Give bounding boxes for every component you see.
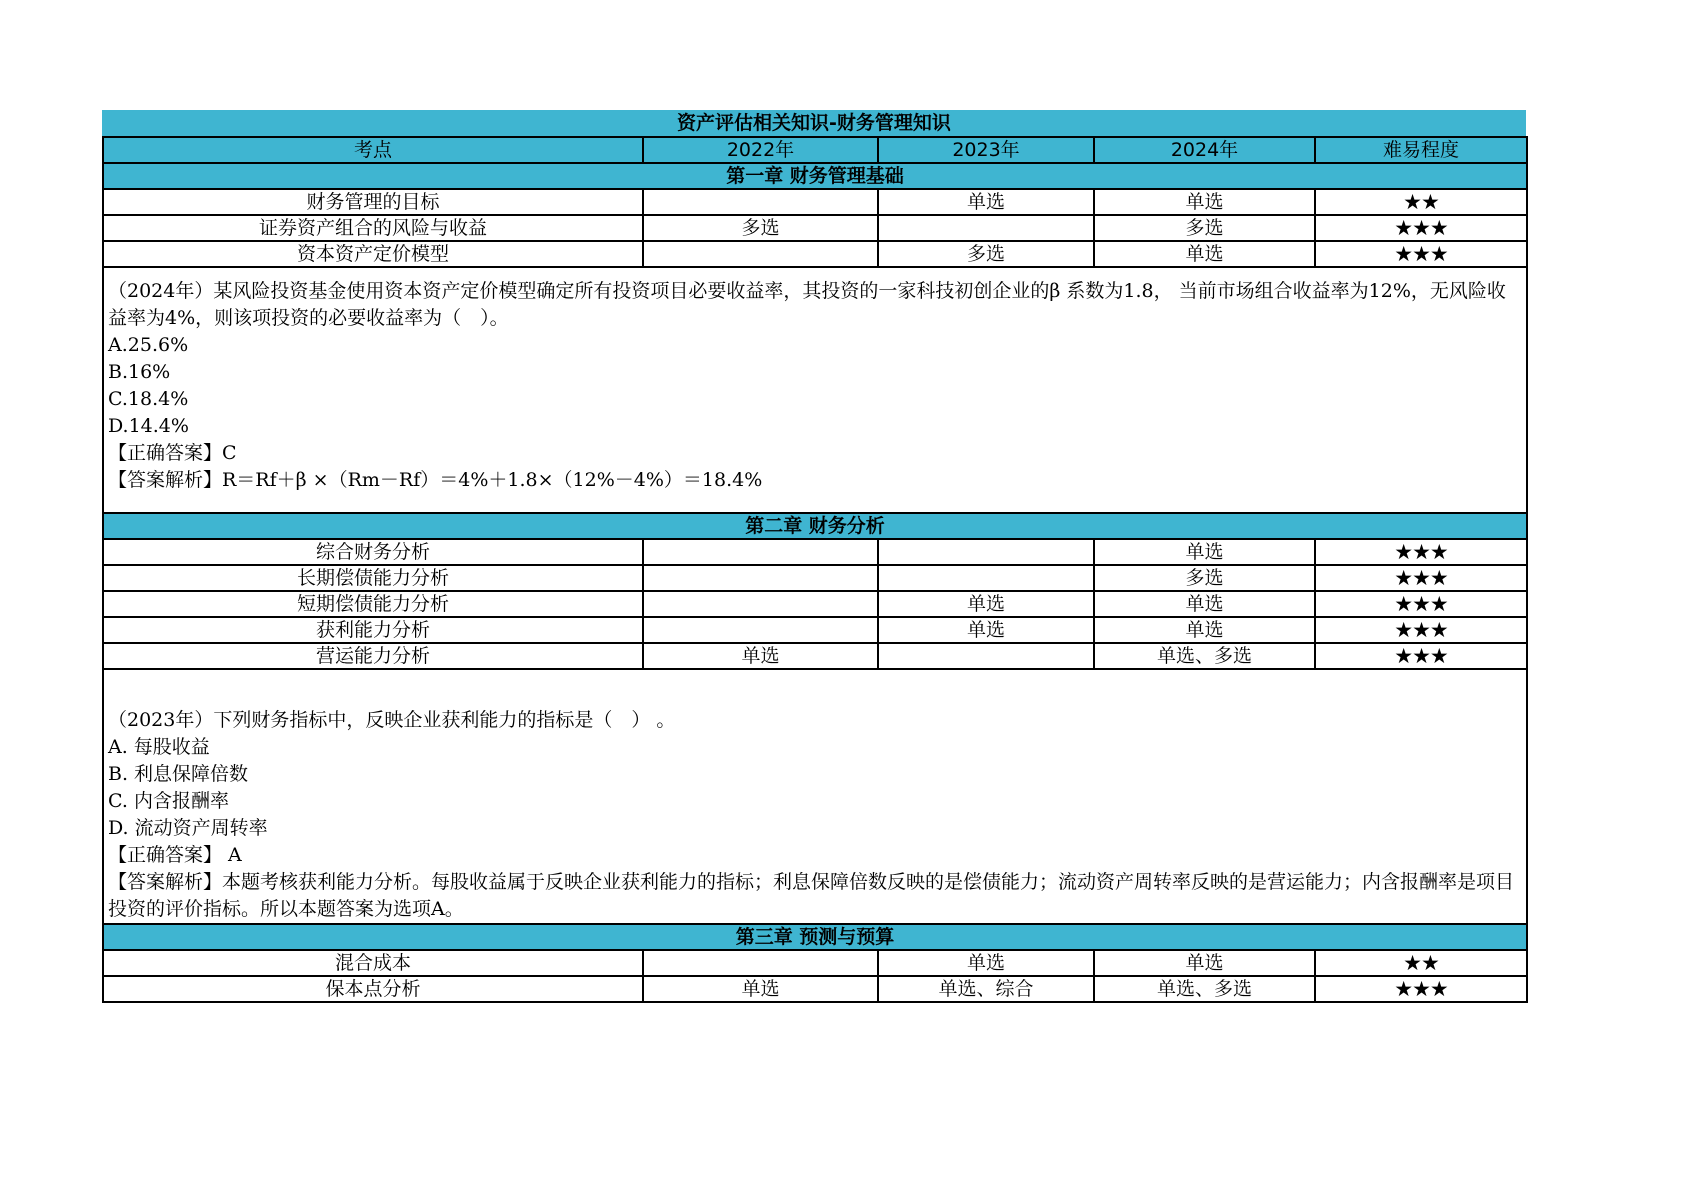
table-row <box>103 643 1527 669</box>
example-line: C. 内含报酬率 <box>108 790 229 812</box>
difficulty-cell: ★★★ <box>1315 643 1527 669</box>
year-2022-cell <box>643 950 878 976</box>
example-line: 【答案解析】本题考核获利能力分析。每股收益属于反映企业获利能力的指标；利息保障倍数反映的是偿债能力；流动资产周转率反映的是营运能力；内含报酬率是项目投资的评价指标。所以本题答案为选项A。 <box>108 871 1515 920</box>
header-topic: 考点 <box>103 137 643 163</box>
table-row <box>103 976 1527 1002</box>
topic-cell: 短期偿债能力分析 <box>103 591 643 617</box>
year-2023-cell: 单选 <box>878 617 1094 643</box>
table-row <box>103 565 1527 591</box>
chapter-title: 第三章 预测与预算 <box>103 924 1527 950</box>
chapter-row <box>103 924 1527 950</box>
chapter-title: 第二章 财务分析 <box>103 513 1527 539</box>
table-row <box>103 189 1527 215</box>
year-2023-cell <box>878 539 1094 565</box>
example-line: B. 利息保障倍数 <box>108 763 249 785</box>
year-2023-cell: 多选 <box>878 241 1094 267</box>
year-2022-cell: 多选 <box>643 215 878 241</box>
year-2024-cell: 多选 <box>1094 215 1315 241</box>
year-2023-cell <box>878 215 1094 241</box>
topic-cell: 获利能力分析 <box>103 617 643 643</box>
year-2023-cell <box>878 643 1094 669</box>
difficulty-cell: ★★★ <box>1315 215 1527 241</box>
example-line: A.25.6% <box>108 334 189 356</box>
topic-cell: 长期偿债能力分析 <box>103 565 643 591</box>
example-line: 【答案解析】R＝Rf＋β ×（Rm－Rf）＝4%＋1.8×（12%－4%）＝18.4% <box>108 469 763 491</box>
knowledge-table <box>102 136 1528 1003</box>
header-difficulty: 难易程度 <box>1315 137 1527 163</box>
year-2022-cell <box>643 189 878 215</box>
year-2024-cell: 单选 <box>1094 617 1315 643</box>
example-line: （2024年）某风险投资基金使用资本资产定价模型确定所有投资项目必要收益率，其投资的一家科技初创企业的β 系数为1.8， 当前市场组合收益率为12%，无风险收益率为4%，则该项投资的必要收益率为（ ）。 <box>108 280 1506 329</box>
chapter-row <box>103 163 1527 189</box>
year-2022-cell <box>643 539 878 565</box>
example-line: A. 每股收益 <box>108 736 210 758</box>
year-2024-cell: 单选 <box>1094 591 1315 617</box>
example-question <box>103 267 1527 513</box>
year-2023-cell: 单选、综合 <box>878 976 1094 1002</box>
table-row <box>103 241 1527 267</box>
topic-cell: 保本点分析 <box>103 976 643 1002</box>
year-2023-cell: 单选 <box>878 950 1094 976</box>
example-line: D.14.4% <box>108 415 189 437</box>
example-row <box>103 267 1527 513</box>
example-line: 【正确答案】 A <box>108 844 242 866</box>
year-2024-cell: 单选、多选 <box>1094 643 1315 669</box>
year-2024-cell: 单选 <box>1094 950 1315 976</box>
year-2023-cell <box>878 565 1094 591</box>
example-line <box>108 680 1522 707</box>
table-row <box>103 591 1527 617</box>
table-row <box>103 215 1527 241</box>
difficulty-cell: ★★★ <box>1315 976 1527 1002</box>
difficulty-cell: ★★★ <box>1315 617 1527 643</box>
chapter-row <box>103 513 1527 539</box>
year-2024-cell: 单选 <box>1094 189 1315 215</box>
topic-cell: 证券资产组合的风险与收益 <box>103 215 643 241</box>
year-2022-cell <box>643 241 878 267</box>
difficulty-cell: ★★★ <box>1315 241 1527 267</box>
difficulty-cell: ★★★ <box>1315 539 1527 565</box>
topic-cell: 混合成本 <box>103 950 643 976</box>
year-2022-cell <box>643 591 878 617</box>
year-2024-cell: 单选、多选 <box>1094 976 1315 1002</box>
topic-cell: 资本资产定价模型 <box>103 241 643 267</box>
example-row <box>103 669 1527 924</box>
header-2022: 2022年 <box>643 137 878 163</box>
example-line: 【正确答案】C <box>108 442 237 464</box>
example-line: D. 流动资产周转率 <box>108 817 268 839</box>
year-2022-cell: 单选 <box>643 976 878 1002</box>
header-row <box>103 137 1527 163</box>
chapter-title: 第一章 财务管理基础 <box>103 163 1527 189</box>
topic-cell: 营运能力分析 <box>103 643 643 669</box>
year-2024-cell: 多选 <box>1094 565 1315 591</box>
table-row <box>103 539 1527 565</box>
example-line: （2023年）下列财务指标中，反映企业获利能力的指标是（ ） 。 <box>108 709 676 731</box>
year-2023-cell: 单选 <box>878 591 1094 617</box>
year-2022-cell <box>643 617 878 643</box>
example-question <box>103 669 1527 924</box>
table-row <box>103 950 1527 976</box>
year-2022-cell: 单选 <box>643 643 878 669</box>
difficulty-cell: ★★ <box>1315 189 1527 215</box>
topic-cell: 财务管理的目标 <box>103 189 643 215</box>
difficulty-cell: ★★ <box>1315 950 1527 976</box>
year-2024-cell: 单选 <box>1094 241 1315 267</box>
year-2022-cell <box>643 565 878 591</box>
topic-cell: 综合财务分析 <box>103 539 643 565</box>
difficulty-cell: ★★★ <box>1315 565 1527 591</box>
spreadsheet-sheet <box>102 110 1526 1003</box>
header-2023: 2023年 <box>878 137 1094 163</box>
example-line: C.18.4% <box>108 388 189 410</box>
sheet-title: 资产评估相关知识-财务管理知识 <box>102 110 1526 136</box>
difficulty-cell: ★★★ <box>1315 591 1527 617</box>
year-2023-cell: 单选 <box>878 189 1094 215</box>
year-2024-cell: 单选 <box>1094 539 1315 565</box>
example-line: B.16% <box>108 361 171 383</box>
header-2024: 2024年 <box>1094 137 1315 163</box>
table-row <box>103 617 1527 643</box>
